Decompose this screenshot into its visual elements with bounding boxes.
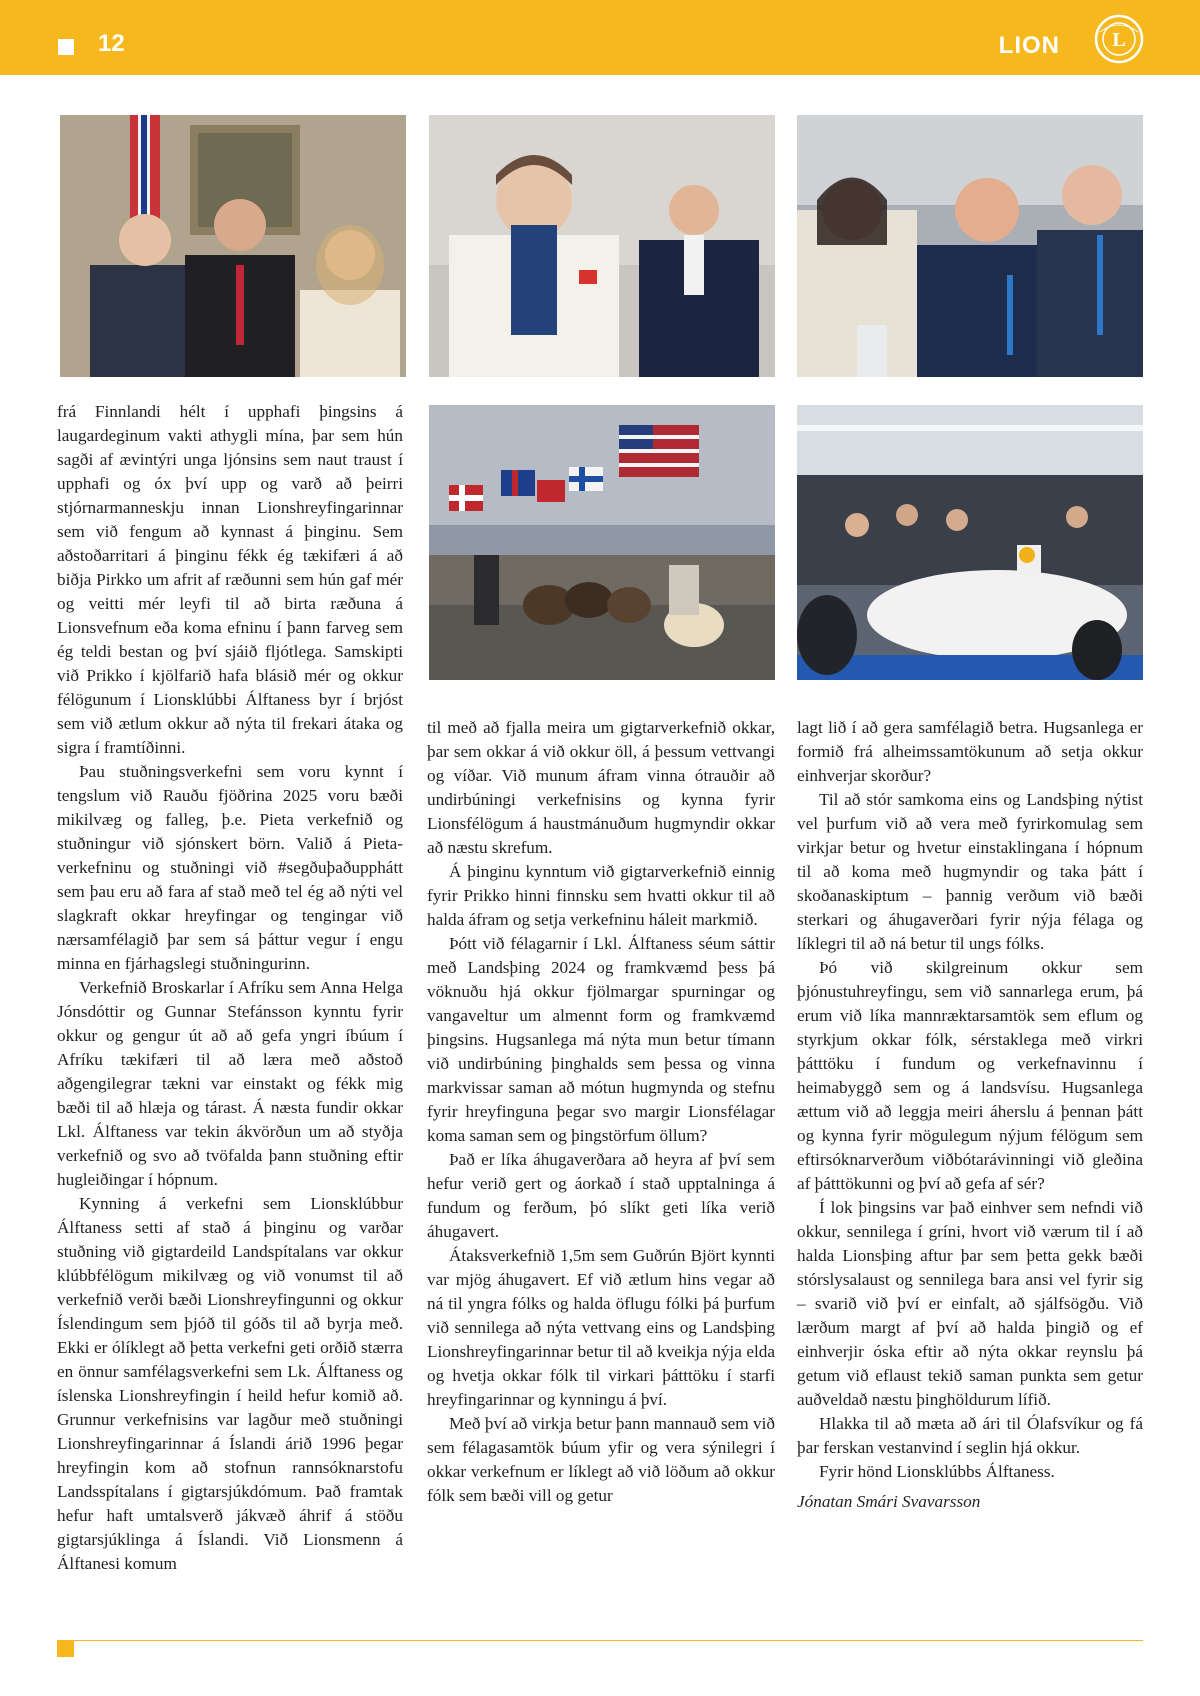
lions-clubs-emblem-icon <box>1094 14 1144 64</box>
paragraph: lagt lið í að gera samfélagið betra. Hugsanlega er formið frá alheimssamtökunum að setja okkur einhverjar skorður? <box>797 718 1143 785</box>
paragraph: Það er líka áhugaverðara að heyra af því sem hefur verið gert og áorkað í stað upptalninga á fundum og ferðum, þó slíkt geti líka verið áhugavert. <box>427 1150 775 1241</box>
paragraph: Í lok þingsins var það einhver sem nefndi við okkur, sennilega í gríni, hvort við værum til í að halda Lionsþing aftur þar sem þetta gekk bæði stórslysalaust og sennilega bara ansi vel fyrir sig – svarið við því er einfalt, að sjálfsögðu. Við lærðum margt af því að halda þingið og ef einhverjir óska eftir að nýta okkar reynslu þá getum við eflaust tekið saman punkta sem getur auðveldað næstu þinghöldurum lífið. <box>797 1198 1143 1409</box>
paragraph: Hlakka til að mæta að ári til Ólafsvíkur og fá þar ferskan vestanvind í seglin hjá okkur. <box>797 1414 1143 1457</box>
paragraph: Fyrir hönd Lionsklúbbs Álftaness. <box>819 1462 1055 1481</box>
photo-three-officials <box>60 115 406 377</box>
header-square-marker <box>58 39 74 55</box>
paragraph: Þau stuðningsverkefni sem voru kynnt í tengslum við Rauðu fjöðrina 2025 voru bæði mikilvæg og falleg, þ.e. Pieta verkefnið og stuðningur við sjónskert börn. Valið á Pieta-verkefninu og stuðningi við #segðuþaðupphátt sem þau eru að fara af stað með tel ég að nýti vel slagkraft okkar hreyfingar og tengingar við nærsamfélagið þar sem sá þáttur vegur í engu minna en fjárhagslegi stuðningurinn. <box>57 762 403 973</box>
paragraph: Þó við skilgreinum okkur sem þjónustuhreyfingu, sem við sannarlega erum, þá erum við líka mannræktarsamtök sem eflum og styrkjum okkar fólk, sérstaklega með virkri þátttöku í fundum og verkefnavinnu í heimabyggð sem og á landsvísu. Hugsanlega ættum við að leggja meiri áherslu á þennan þátt og kynna fyrir mögulegum nýjum félögum sem eftirsóknarverðum viðbótarávinningi við gleðina af þátttökunni og því að gefa af sér? <box>797 958 1143 1193</box>
paragraph: Átaksverkefnið 1,5m sem Guðrún Björt kynnti var mjög áhugavert. Ef við ætlum hins vegar að ná til yngra fólks og halda öflugu fólki þá þurfum við sennilega að nýta vettvang eins og Landsþing Lionshreyfingarinnar betur til að kveikja nýja elda og hvetja okkar fólk til virkari þátttöku í starfi hreyfingarinnar og kynningu á því. <box>427 1246 775 1409</box>
paragraph: Verkefnið Broskarlar í Afríku sem Anna Helga Jónsdóttir og Gunnar Stefánsson kynntu fyrir okkur og gengur út að að gefa yngri íbúum í Afríku tækifæri til að læra með aðstoð aðgengilegrar tækni var einstakt og fékk mig bæði til að hlæja og tárast. Á næsta fundir okkar Lkl. Álftaness var tekin ákvörðun um að styðja verkefnið og svo að tvöfalda þann stuðning eftir hugleiðingar í hópnum. <box>57 978 403 1189</box>
photo-riders-flags <box>429 405 775 680</box>
article-column-1 <box>57 400 403 1576</box>
author-signature: Jónatan Smári Svavarsson <box>797 1492 981 1511</box>
photo-banquet-hall <box>797 405 1143 680</box>
svg-text:L: L <box>1112 29 1126 51</box>
paragraph: til með að fjalla meira um gigtarverkefnið okkar, þar sem okkar á við okkur öll, á þessum vettvangi og víðar. Við munum áfram vinna ótrauðir að undirbúningi verkefnisins og kynna fyrir Lionsfélögum á haustmánuðum hugmyndir okkar að næstu skrefum. <box>427 718 775 857</box>
paragraph: Til að stór samkoma eins og Landsþing nýtist vel þurfum við að vera með fyrirkomulag sem virkjar betur og hvetur einstaklingana í hópnum til að koma með hugmyndir og taka þátt í skoðanaskiptum – þannig verðum við bæði sterkari og áhugaverðari fyrir nýja félaga og líklegri til að ná betur til ungs fólks. <box>797 790 1143 953</box>
paragraph: Kynning á verkefni sem Lionsklúbbur Álftaness setti af stað á þinginu og varðar stuðning við gigtardeild Landspítalans var okkur klúbbfélögum mikilvæg og við vonumst til að verkefnið verði bæði Lionshreyfingunni og okkur Íslendingum sem þjóð til góðs til að byrja með. Ekki er ólíklegt að þetta verkefni geti orðið stærra en önnur samfélagsverkefni sem Lk. Álftaness og íslenska Lionshreyfingin í heild hefur komið að. Grunnur verkefnisins var lagður með stuðningi Lionshreyfingarinnar á Íslandi árið 1996 þegar hreyfingin kom að stofnun rannsóknarstofu Landsspítalans í gigtarsjúkdómum. Það framtak hefur haft umtalsverð jákvæð áhrif á stöðu gigtarsjúklinga á Íslandi. Við Lionsmenn á Álftanesi komum <box>57 1194 403 1573</box>
article-column-3 <box>797 716 1143 1514</box>
photo-speaker-lady <box>429 115 775 377</box>
page-number: 12 <box>98 30 125 57</box>
paragraph: Þótt við félagarnir í Lkl. Álftaness séum sáttir með Landsþing 2024 og framkvæmd þess þá vöknuðu hjá okkur fjölmargar spurningar og vangaveltur um almennt form og framkvæmd þingsins. Hugsanlega má nýta mun betur tímann við undirbúning þinghalds sem þessa og vinna markvissar saman að mótun hugmynda og stefnu fyrir hreyfinguna þegar svo margir Lionsfélagar koma saman sem og þingstörfum öllum? <box>427 934 775 1145</box>
footer-square-marker <box>57 1640 74 1657</box>
footer-rule <box>74 1640 1143 1641</box>
photo-table-laughing <box>797 115 1143 377</box>
paragraph: Á þinginu kynntum við gigtarverkefnið einnig fyrir Prikko hinni finnsku sem hvatti okkur til að halda áfram og setja verkefninu háleit markmið. <box>427 862 775 929</box>
magazine-brand: LION <box>998 32 1060 59</box>
paragraph: Með því að virkja betur þann mannauð sem við sem félagasamtök búum yfir og vera sýnilegri í okkar verkefnum er líklegt að við löðum að okkur fólk sem bæði vill og getur <box>427 1414 775 1505</box>
page-header <box>0 0 1200 75</box>
article-column-2 <box>427 716 775 1508</box>
paragraph: frá Finnlandi hélt í upphafi þingsins á laugardeginum vakti athygli mína, þar sem hún sagði af ævintýri unga ljónsins sem naut traust í upphafi og óx því upp og varð að þeirri stjórnarmanneskju innan Lionshreyfingarinnar sem við fengum að kynnast á þinginu. Sem aðstoðarritari á þinginu fékk ég tækifæri á að biðja Pirkko um afrit af ræðunni sem hún gaf mér og veitti mér leyfi til að birta ræðuna á Lionsvefnum eða koma efninu í þann farveg sem ég teldi bestan og því sjáið fljótlega. Samskipti við Prikko í kjölfarið hafa blásið mér og okkur félögunum í Lionsklúbbi Álftaness byr í brjóst sem við ætlum okkur að nýta til frekari átaka og sigra í framtíðinni. <box>57 402 403 757</box>
